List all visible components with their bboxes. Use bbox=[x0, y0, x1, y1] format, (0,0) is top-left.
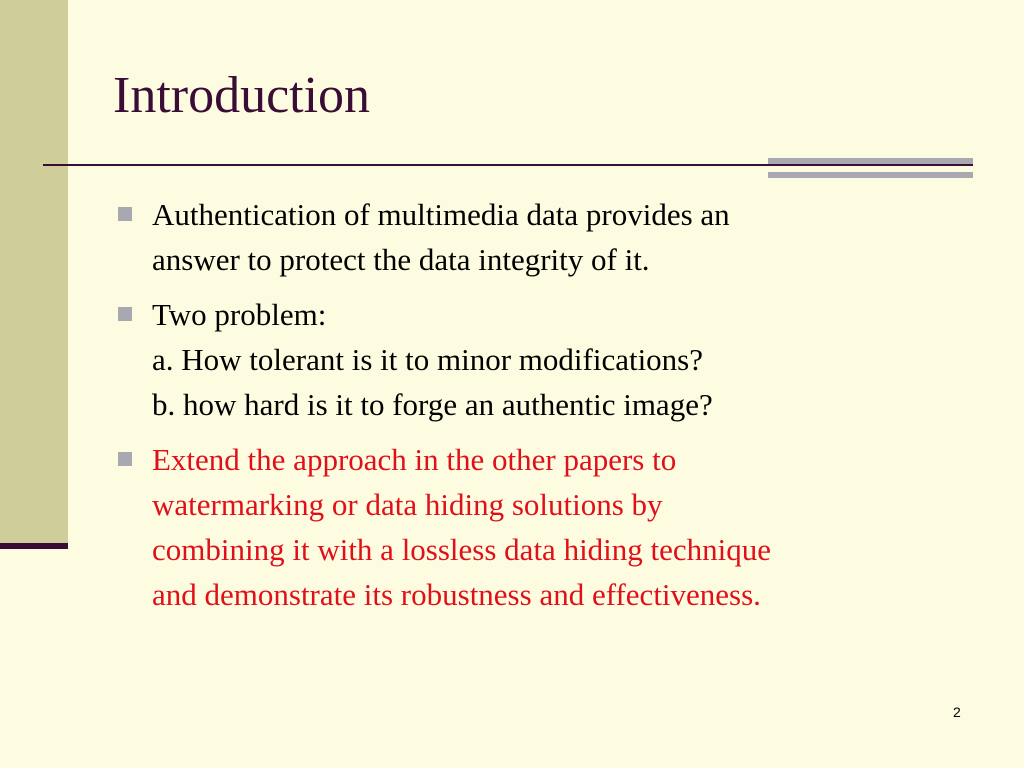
bullet-text-line: and demonstrate its robustness and effectiveness. bbox=[152, 577, 761, 612]
bullet-list bbox=[115, 192, 995, 627]
bullet-text-line: b. how hard is it to forge an authentic image? bbox=[152, 387, 713, 422]
bullet-item-authentication bbox=[115, 192, 995, 282]
square-bullet-icon bbox=[118, 452, 132, 466]
divider-accent-bar bbox=[768, 158, 973, 164]
page-number: 2 bbox=[953, 704, 961, 720]
bullet-item-extend-approach bbox=[115, 437, 995, 617]
bullet-text-line: Two problem: bbox=[152, 297, 327, 332]
bullet-text-line: a. How tolerant is it to minor modifications? bbox=[152, 342, 704, 377]
divider-accent-bar bbox=[768, 172, 973, 178]
bullet-text-line: watermarking or data hiding solutions by bbox=[152, 487, 663, 522]
square-bullet-icon bbox=[118, 307, 132, 321]
left-bar-underline bbox=[0, 543, 68, 549]
left-decorative-bar bbox=[0, 0, 68, 547]
slide-title: Introduction bbox=[113, 67, 371, 124]
bullet-text-line: combining it with a lossless data hiding technique bbox=[152, 532, 772, 567]
divider-accent bbox=[768, 158, 973, 179]
square-bullet-icon bbox=[118, 207, 132, 221]
bullet-text-line: answer to protect the data integrity of it. bbox=[152, 242, 650, 277]
bullet-item-two-problem bbox=[115, 292, 995, 427]
bullet-text-line: Authentication of multimedia data provides an bbox=[152, 197, 730, 232]
bullet-text-line: Extend the approach in the other papers to bbox=[152, 442, 677, 477]
